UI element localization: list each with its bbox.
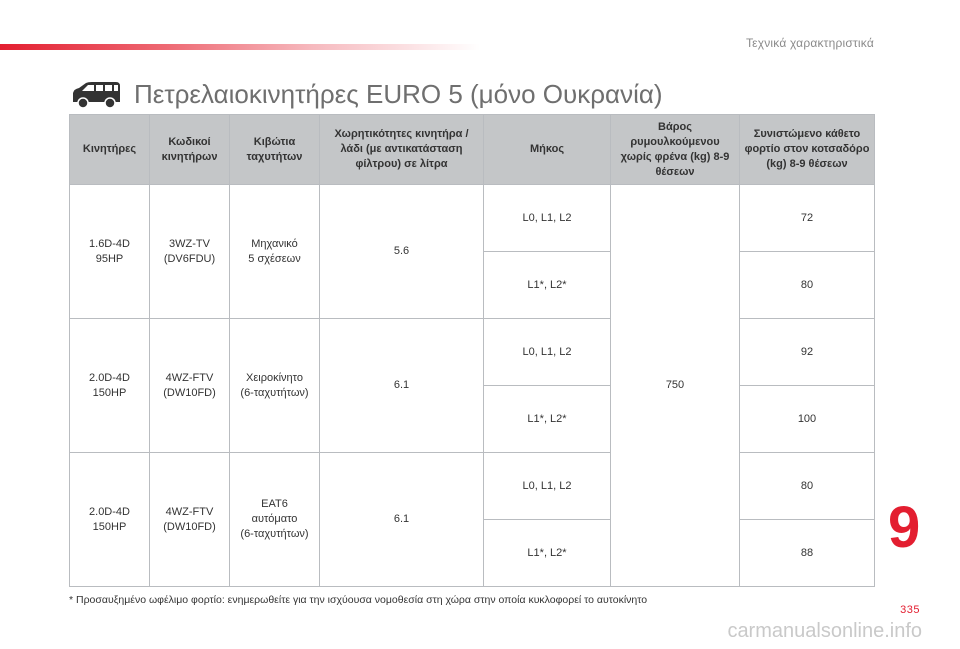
chapter-number: 9 (888, 495, 921, 560)
footnote: * Προσαυξημένο ωφέλιμο φορτίο: ενημερωθείτε για την ισχύουσα νομοθεσία στη χώρα στην οποία κυκλοφορεί το αυτοκίνητο (69, 594, 648, 606)
header-trailer-weight: Βάρος ρυμουλκούμενου χωρίς φρένα (kg) 8-9 θέσεων (611, 115, 740, 185)
engine-code-cell: 4WZ-FTV (DW10FD) (150, 453, 230, 587)
page-header (70, 76, 663, 112)
length-cell: L1*, L2* (484, 520, 611, 587)
header-engines: Κινητήρες (70, 115, 150, 185)
engine-cell: 2.0D-4D 150HP (70, 319, 150, 453)
top-accent-bar (0, 44, 480, 50)
table-header-row (70, 115, 875, 185)
gearbox-cell: Χειροκίνητο (6-ταχυτήτων) (230, 319, 320, 453)
gearbox-cell: Μηχανικό 5 σχέσεων (230, 185, 320, 319)
length-cell: L0, L1, L2 (484, 319, 611, 386)
engine-cell: 2.0D-4D 150HP (70, 453, 150, 587)
table-row (70, 185, 875, 252)
gearbox-cell: EAT6 αυτόματο (6-ταχυτήτων) (230, 453, 320, 587)
table-row (70, 453, 875, 520)
trailer-weight-cell: 750 (611, 185, 740, 587)
engine-cell: 1.6D-4D 95HP (70, 185, 150, 319)
oil-capacity-cell: 5.6 (320, 185, 484, 319)
page-title: Πετρελαιοκινητήρες EURO 5 (μόνο Ουκρανία) (134, 78, 663, 109)
header-length: Μήκος (484, 115, 611, 185)
section-title: Τεχνικά χαρακτηριστικά (745, 36, 874, 50)
nose-weight-cell: 88 (740, 520, 875, 587)
length-cell: L0, L1, L2 (484, 185, 611, 252)
van-icon (70, 78, 122, 110)
engine-spec-table (69, 114, 875, 587)
length-cell: L0, L1, L2 (484, 453, 611, 520)
length-cell: L1*, L2* (484, 386, 611, 453)
header-engine-codes: Κωδικοί κινητήρων (150, 115, 230, 185)
nose-weight-cell: 100 (740, 386, 875, 453)
header-gearboxes: Κιβώτια ταχυτήτων (230, 115, 320, 185)
length-cell: L1*, L2* (484, 252, 611, 319)
nose-weight-cell: 80 (740, 252, 875, 319)
table-row (70, 319, 875, 386)
oil-capacity-cell: 6.1 (320, 319, 484, 453)
watermark: carmanualsonline.info (727, 620, 922, 642)
engine-code-cell: 4WZ-FTV (DW10FD) (150, 319, 230, 453)
page-number: 335 (900, 604, 920, 616)
nose-weight-cell: 72 (740, 185, 875, 252)
nose-weight-cell: 92 (740, 319, 875, 386)
header-oil-capacity: Χωρητικότητες κινητήρα / λάδι (με αντικατάσταση φίλτρου) σε λίτρα (320, 115, 484, 185)
oil-capacity-cell: 6.1 (320, 453, 484, 587)
engine-code-cell: 3WZ-TV (DV6FDU) (150, 185, 230, 319)
header-nose-weight: Συνιστώμενο κάθετο φορτίο στον κοτσαδόρο (kg) 8-9 θέσεων (740, 115, 875, 185)
nose-weight-cell: 80 (740, 453, 875, 520)
